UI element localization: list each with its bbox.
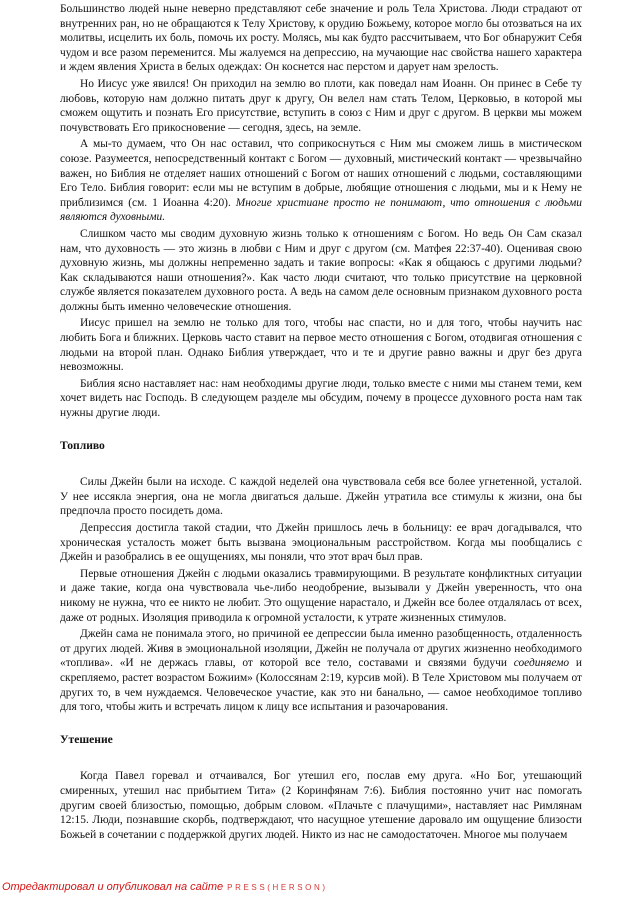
paragraph: Силы Джейн были на исходе. С каждой неделей она чувствовала себя все более угнетенной, усталой. У нее иссякла энергия, она не могла двигаться дальше. Джейн утратила все стимулы к жизни, она бы предпочла просто посидеть дома.	[60, 476, 582, 518]
comfort-section	[60, 769, 582, 842]
paragraph: Первые отношения Джейн с людьми оказались травмирующими. В результате конфликтных ситуации и даже такие, когда она чувствовала чье-либо неодобрение, вызывали у Джейн уверенность, что она никому не нужна, что ее никто не любит. Это ощущение нарастало, и Джейн все более отдалялась от всех, даже от родных. Изоляция приводила к огромной усталости, к утрате жизненных стимулов.	[60, 567, 582, 624]
paragraph: А мы-то думаем, что Он нас оставил, что соприкоснуться с Ним мы сможем лишь в мистическом союзе. Разумеется, непосредственный контакт с Богом — духовный, мистический контакт — чрезвычайно важен, но Библия не отделяет наших отношений с Богом от наших отношений с людьми, составляющими Его Тело. Библия говорит: если мы не вступим в добрые, любящие отношения с людьми, мы и к Нему не приблизимся (см. 1 Иоанна 4:20). Многие христиане просто не понимают, что отношения с людьми являются духовными.	[60, 138, 582, 224]
paragraph: Джейн сама не понимала этого, но причиной ее депрессии была именно разобщенность, отдаленность от других людей. Живя в эмоциональной изоляции, Джейн не получала от других жизненно необходимого «топлива». «И не держась главы, от которой все тело, составами и связями будучи соединяемо и скрепляемо, растет возрастом Божиим» (Колоссянам 2:19, курсив мой). В Теле Христовом мы получаем от других то, в чем нуждаемся. Человеческое участие, как это ни банально, — самое необходимое топливо для того, чтобы жить и встречать лицом к лицу все испытания и разочарования.	[60, 628, 582, 714]
footer-note: Отредактировал и опубликовал на сайте	[2, 881, 224, 893]
paragraph: Когда Павел горевал и отчаивался, Бог утешил его, послав ему друга. «Но Бог, утешающий смиренных, утешил нас прибытием Тита» (2 Коринфянам 7:6). Библия постоянно учит нас помогать другим своей близостью, помощью, добрым словом. «Плачьте с плачущими», наставляет нас Римлянам 12:15. Люди, познавшие скорбь, подтверждают, что насущное утешение даровало им ощущение близости Божьей в сочетании с поддержкой других людей. Никто из нас не самодостаточен. Многое мы получаем	[60, 770, 582, 841]
paragraph: Иисус пришел на землю не только для того, чтобы нас спасти, но и для того, чтобы научить нас любить Бога и ближних. Церковь часто ставит на первое место отношения с Богом, отодвигая отношения с людьми на второй план. Однако Библия утверждает, что и те и другие равно важны и друг без друга невозможны.	[60, 317, 582, 374]
paragraph: Библия ясно наставляет нас: нам необходимы другие люди, только вместе с ними мы станем теми, кем хочет видеть нас Господь. В следующем разделе мы обсудим, почему в процессе духовного роста нам так нужны другие люди.	[60, 377, 582, 420]
publisher-logo: PRESS(HERSON)	[227, 883, 328, 892]
intro-section	[60, 2, 582, 421]
paragraph: Депрессия достигла такой стадии, что Джейн пришлось лечь в больницу: ее врач догадывался, что хроническая усталость может быть вызвана эмоциональным расстройством. Когда мы пообщались с Джейн и разобрались в ее ощущениях, мы поняли, что этот врач был прав.	[60, 522, 582, 564]
emphasis-text: Многие христиане просто не понимают, что отношения с людьми являются духовными.	[60, 196, 582, 224]
emphasis-text: соединяемо	[513, 657, 570, 670]
paragraph: Но Иисус уже явился! Он приходил на землю во плоти, как поведал нам Иоанн. Он принес в Себе ту любовь, которую нам должно питать друг к другу, Он велел нам стать Телом, Церковью, в которой мы сможем ощутить и познать Его присутствие, вступить в союз с Ним и друг с другом. В церкви мы можем почувствовать Его прикосновение — сегодня, здесь, на земле.	[60, 77, 582, 134]
section-heading-comfort: Утешение	[60, 732, 113, 746]
publisher-footer	[2, 880, 328, 895]
section-heading-fuel: Топливо	[60, 438, 105, 452]
paragraph: Большинство людей ныне неверно представляют себе значение и роль Тела Христова. Люди страдают от внутренних ран, но не обращаются к Телу Христову, к орудию Божьему, которое могло бы отозваться на их молитвы, исцелить их боль, помочь их росту. Молясь, мы как будто рассчитываем, что Бог обнаружит Себя чудом и все разом переменится. Мы жалуемся на депрессию, на мучающие нас свойства нашего характера и ждем явления Христа в белых одеждах: Он коснется нас перстом и дарует нам зрелость.	[60, 3, 582, 74]
fuel-section	[60, 475, 582, 715]
paragraph: Слишком часто мы сводим духовную жизнь только к отношениям с Богом. Но ведь Он Сам сказал нам, что духовность — это жизнь в любви с Ним и друг с другом (см. Матфея 22:37-40). Оценивая свою духовную жизнь, мы должны непременно задать и такие вопросы: «Как я общаюсь с другими людьми? Как складываются наши отношения?». Как часто люди считают, что только присутствие на церковной службе является показателем духовного роста. А ведь на самом деле основным признаком духовного роста должны быть именно человеческие отношения.	[60, 227, 582, 313]
